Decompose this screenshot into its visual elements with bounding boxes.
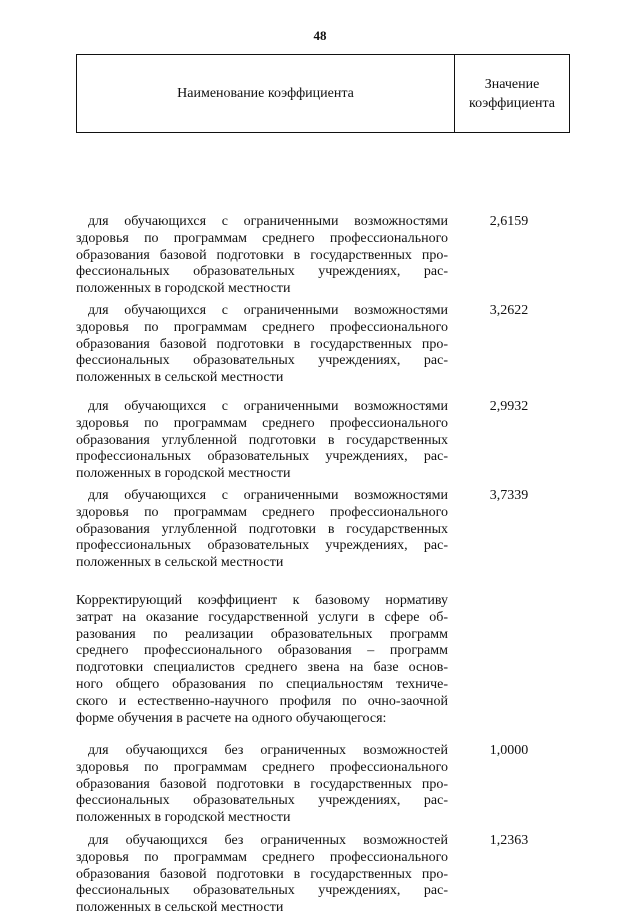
- row-description-line: разования по реализации образовательных программ: [76, 626, 448, 642]
- row-description-line: среднего профессионального образования – программ: [76, 643, 448, 659]
- row-coefficient-value: 1,2363: [489, 833, 529, 848]
- table-row: [76, 593, 570, 727]
- header-coefficient-value: [455, 55, 569, 132]
- row-description-line: здоровья по программам среднего профессионального: [76, 759, 448, 775]
- row-description-line: образования базовой подготовки в государственных про-: [76, 776, 448, 792]
- row-description-line: положенных в городской местности: [76, 281, 291, 297]
- row-coefficient-value: 3,2622: [489, 303, 529, 318]
- row-description-line: образования базовой подготовки в государственных про-: [76, 866, 448, 882]
- table-row: [76, 743, 570, 827]
- row-description-line: ского и естественно-научного профиля по очно-заочной: [76, 693, 448, 709]
- row-description-line: для обучающихся без ограниченных возможностей: [88, 833, 448, 848]
- row-description-line: для обучающихся без ограниченных возможностей: [88, 743, 448, 758]
- row-description-line: для обучающихся с ограниченными возможностями: [88, 488, 448, 503]
- row-description-line: фессиональных образовательных учреждениях, рас-: [76, 353, 448, 369]
- row-description-line: положенных в городской местности: [76, 810, 291, 826]
- table-row: [76, 488, 570, 572]
- table-header: [76, 54, 570, 133]
- row-description-line: форме обучения в расчете на одного обучающегося:: [76, 710, 387, 726]
- page-number: 48: [313, 28, 327, 43]
- coefficient-table: [76, 54, 570, 916]
- row-description-line: образования базовой подготовки в государственных про-: [76, 336, 448, 352]
- row-description-line: Корректирующий коэффициент к базовому нормативу: [76, 593, 448, 608]
- table-row: [76, 214, 570, 298]
- row-description-line: здоровья по программам среднего профессионального: [76, 230, 448, 246]
- row-description-line: положенных в сельской местности: [76, 900, 284, 916]
- table-row: [76, 303, 570, 387]
- row-description-line: здоровья по программам среднего профессионального: [76, 849, 448, 865]
- row-description-line: подготовки специалистов среднего звена на базе основ-: [76, 660, 448, 676]
- row-description: [76, 593, 448, 727]
- row-coefficient-value: [448, 593, 570, 727]
- row-description-line: образования углубленной подготовки в государственных: [76, 432, 448, 448]
- row-description: [76, 833, 448, 917]
- row-description-line: профессиональных образовательных учреждениях, рас-: [76, 538, 448, 554]
- header-coefficient-name: Наименование коэффициента: [77, 55, 455, 132]
- row-description-line: здоровья по программам среднего профессионального: [76, 415, 448, 431]
- row-description-line: фессиональных образовательных учреждениях, рас-: [76, 883, 448, 899]
- row-coefficient-value: 3,7339: [489, 488, 529, 503]
- row-coefficient-value: 2,6159: [489, 214, 529, 229]
- row-description: [76, 399, 448, 483]
- row-description: [76, 488, 448, 572]
- header-value-line-2: коэффициента: [469, 95, 555, 111]
- row-description: [76, 303, 448, 387]
- row-description-line: для обучающихся с ограниченными возможностями: [88, 303, 448, 318]
- row-description-line: здоровья по программам среднего профессионального: [76, 319, 448, 335]
- row-description-line: фессиональных образовательных учреждениях, рас-: [76, 793, 448, 809]
- row-description-line: для обучающихся с ограниченными возможностями: [88, 399, 448, 414]
- row-description-line: ного общего образования по специальностям техниче-: [76, 676, 448, 692]
- row-description-line: положенных в сельской местности: [76, 555, 284, 571]
- row-description: [76, 743, 448, 827]
- row-coefficient-value: 1,0000: [489, 743, 529, 758]
- header-value-line-1: Значение: [484, 76, 540, 92]
- table-row: [76, 399, 570, 483]
- row-description: [76, 214, 448, 298]
- table-row: [76, 833, 570, 917]
- row-description-line: положенных в сельской местности: [76, 370, 284, 386]
- row-description-line: образования углубленной подготовки в государственных: [76, 521, 448, 537]
- row-description-line: затрат на оказание государственной услуги в сфере об-: [76, 609, 448, 625]
- row-description-line: фессиональных образовательных учреждениях, рас-: [76, 264, 448, 280]
- row-description-line: положенных в городской местности: [76, 466, 291, 482]
- row-description-line: здоровья по программам среднего профессионального: [76, 504, 448, 520]
- row-description-line: образования базовой подготовки в государственных про-: [76, 247, 448, 263]
- row-description-line: для обучающихся с ограниченными возможностями: [88, 214, 448, 229]
- row-coefficient-value: 2,9932: [489, 399, 529, 414]
- row-description-line: профессиональных образовательных учреждениях, рас-: [76, 449, 448, 465]
